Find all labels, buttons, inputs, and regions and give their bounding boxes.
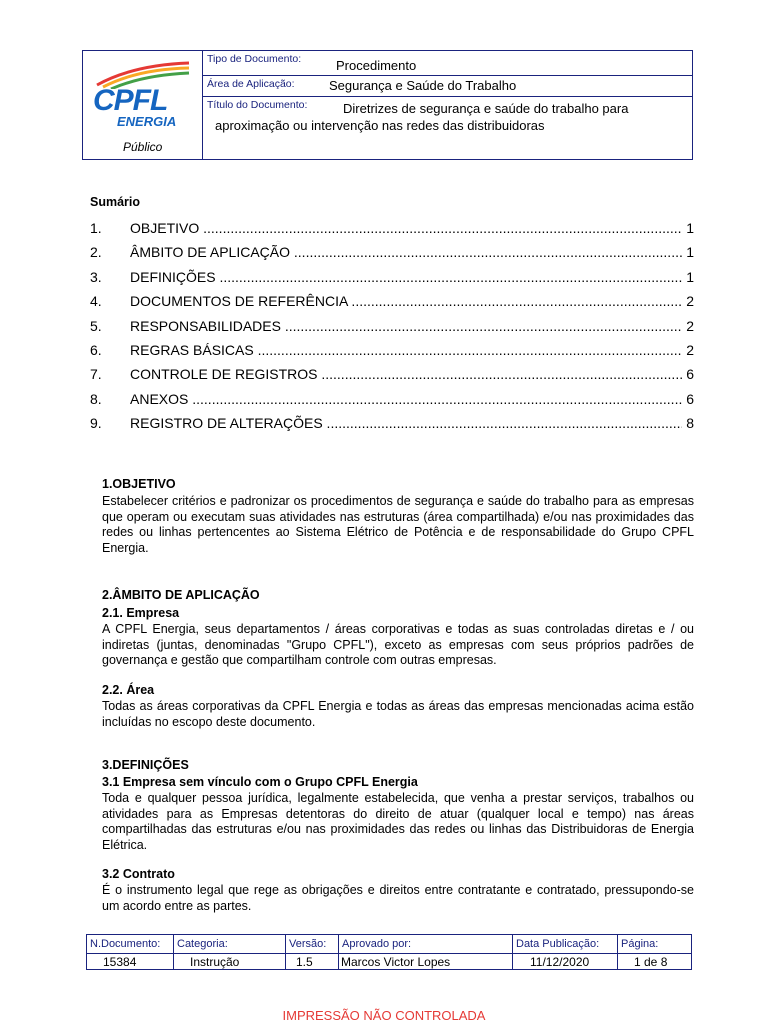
toc-item-page: 1: [686, 244, 694, 261]
versao-value: 1.5: [296, 955, 313, 969]
tipo-label: Tipo de Documento:: [207, 53, 302, 65]
toc-item[interactable]: [90, 391, 694, 413]
section-2-2-text: Todas as áreas corporativas da CPFL Energia e todas as áreas das empresas mencionadas acima estão incluídas no escopo deste documento.: [102, 699, 694, 729]
tipo-row: [203, 51, 692, 76]
toc-item[interactable]: [90, 220, 694, 242]
toc-item-page: 2: [686, 293, 694, 310]
section-1-title: 1.OBJETIVO: [102, 477, 176, 491]
toc-item-number: 3.: [90, 268, 102, 285]
categoria-label: Categoria:: [177, 938, 228, 950]
toc-item-page: 6: [686, 366, 694, 383]
toc-item[interactable]: [90, 342, 694, 364]
pagina-label: Página:: [621, 938, 659, 950]
uncontrolled-print-notice: IMPRESSÃO NÃO CONTROLADA: [282, 1008, 486, 1023]
toc-item-label: CONTROLE DE REGISTROS .....: [130, 366, 682, 382]
ndoc-label: N.Documento:: [90, 938, 161, 950]
toc-item-label: ANEXOS .....: [130, 391, 682, 407]
section-3-1-text: Toda e qualquer pessoa jurídica, legalmente estabelecida, que venha a prestar serviços, trabalhos ou atividades para as Empresas detentoras do direito de atuar (qualquer local e tempo) nas áreas compartilhadas das estruturas e/ou nas proximidades das redes ou linhas das Distribuidoras de Energia Elétrica.: [102, 791, 694, 852]
toc-item-number: 6.: [90, 342, 102, 358]
section-3-2-text: É o instrumento legal que rege as obrigações e direitos entre contratante e contratado, pressupondo-se um acordo entre as partes.: [102, 883, 694, 913]
toc-item-page: 1: [686, 268, 694, 285]
toc-item-page: 8: [686, 415, 694, 432]
document-footer: [86, 934, 692, 970]
footer-ndoc: [87, 935, 174, 969]
section-2-2-title: 2.2. Área: [102, 683, 155, 697]
pagina-value: 1 de 8: [634, 955, 668, 969]
toc-item[interactable]: [90, 366, 694, 388]
toc-item-number: 4.: [90, 293, 102, 310]
toc-item-number: 7.: [90, 366, 102, 383]
section-3-2-title: 3.2 Contrato: [102, 867, 175, 881]
section-2-1-text: A CPFL Energia, seus departamentos / áreas corporativas e todas as suas controladas diretas e / ou indiretas (juntas, denominadas "Grupo CPFL"), exceto as empresas com seus próprios padrões de governança e gestão que compartilham controle com outras empresas.: [102, 622, 694, 667]
toc-item-label: REGISTRO DE ALTERAÇÕES .....: [130, 415, 682, 431]
area-label: Área de Aplicação:: [207, 78, 295, 90]
tipo-value: Procedimento: [336, 58, 417, 73]
titulo-line-1: Diretrizes de segurança e saúde do trabalho para: [343, 101, 629, 116]
toc-item-page: 6: [686, 390, 694, 407]
area-value: Segurança e Saúde do Trabalho: [329, 78, 517, 93]
document-header: [82, 50, 693, 160]
section-3-title: 3.DEFINIÇÕES: [102, 758, 189, 772]
data-label: Data Publicação:: [516, 938, 600, 950]
toc-item-page: 1: [686, 220, 694, 236]
toc-item[interactable]: [90, 318, 694, 340]
toc-item-number: 2.: [90, 244, 102, 261]
toc-item-number: 8.: [90, 390, 102, 407]
section-2-title: 2.ÂMBITO DE APLICAÇÃO: [102, 588, 260, 602]
logo-text: CPFL: [93, 84, 168, 117]
classification-label: Público: [123, 140, 163, 154]
toc-item-page: 2: [686, 342, 694, 358]
aprovado-value: Marcos Victor Lopes: [341, 955, 451, 969]
logo-cell: [83, 51, 203, 159]
categoria-value: Instrução: [190, 955, 240, 969]
footer-data: [513, 935, 618, 969]
aprovado-label: Aprovado por:: [342, 938, 412, 950]
toc-item[interactable]: [90, 415, 694, 437]
titulo-row: [203, 97, 692, 159]
titulo-line-2: aproximação ou intervenção nas redes das distribuidoras: [215, 118, 545, 133]
section-3-1-title: 3.1 Empresa sem vínculo com o Grupo CPFL Energia: [102, 775, 418, 789]
toc-item-number: 1.: [90, 220, 102, 236]
logo-subtext: ENERGIA: [117, 114, 177, 129]
area-row: [203, 76, 692, 97]
toc-item[interactable]: [90, 244, 694, 266]
ndoc-value: 15384: [103, 955, 137, 969]
toc-item[interactable]: [90, 293, 694, 315]
versao-label: Versão:: [289, 938, 327, 950]
data-value: 11/12/2020: [530, 955, 590, 969]
summary-title: Sumário: [90, 195, 141, 209]
toc-item-label: OBJETIVO .....: [130, 220, 682, 236]
toc-item-number: 5.: [90, 317, 102, 334]
toc-item-label: ÂMBITO DE APLICAÇÃO .....: [130, 244, 682, 260]
toc-item-number: 9.: [90, 415, 102, 432]
toc-item-label: REGRAS BÁSICAS .....: [130, 342, 682, 358]
toc-item[interactable]: [90, 269, 694, 291]
section-2-1-title: 2.1. Empresa: [102, 606, 180, 620]
toc-item-label: DEFINIÇÕES .....: [130, 269, 682, 285]
toc-item-label: DOCUMENTOS DE REFERÊNCIA .....: [130, 293, 682, 309]
footer-versao: [286, 935, 339, 969]
titulo-label: Título do Documento:: [207, 99, 308, 111]
toc-item-label: RESPONSABILIDADES .....: [130, 318, 682, 334]
footer-aprovado: [339, 935, 513, 969]
footer-pagina: [618, 935, 691, 969]
section-1-text: Estabelecer critérios e padronizar os procedimentos de segurança e saúde do trabalho para as empresas que operam ou executam suas atividades nas estruturas (área compartilhada) e/ou nas proximidades das redes ou linhas pertencentes ao Sistema Elétrico de Potência e de responsabilidade do Grupo CPFL Energia.: [102, 494, 694, 555]
toc-item-page: 2: [686, 317, 694, 334]
footer-categoria: [174, 935, 286, 969]
